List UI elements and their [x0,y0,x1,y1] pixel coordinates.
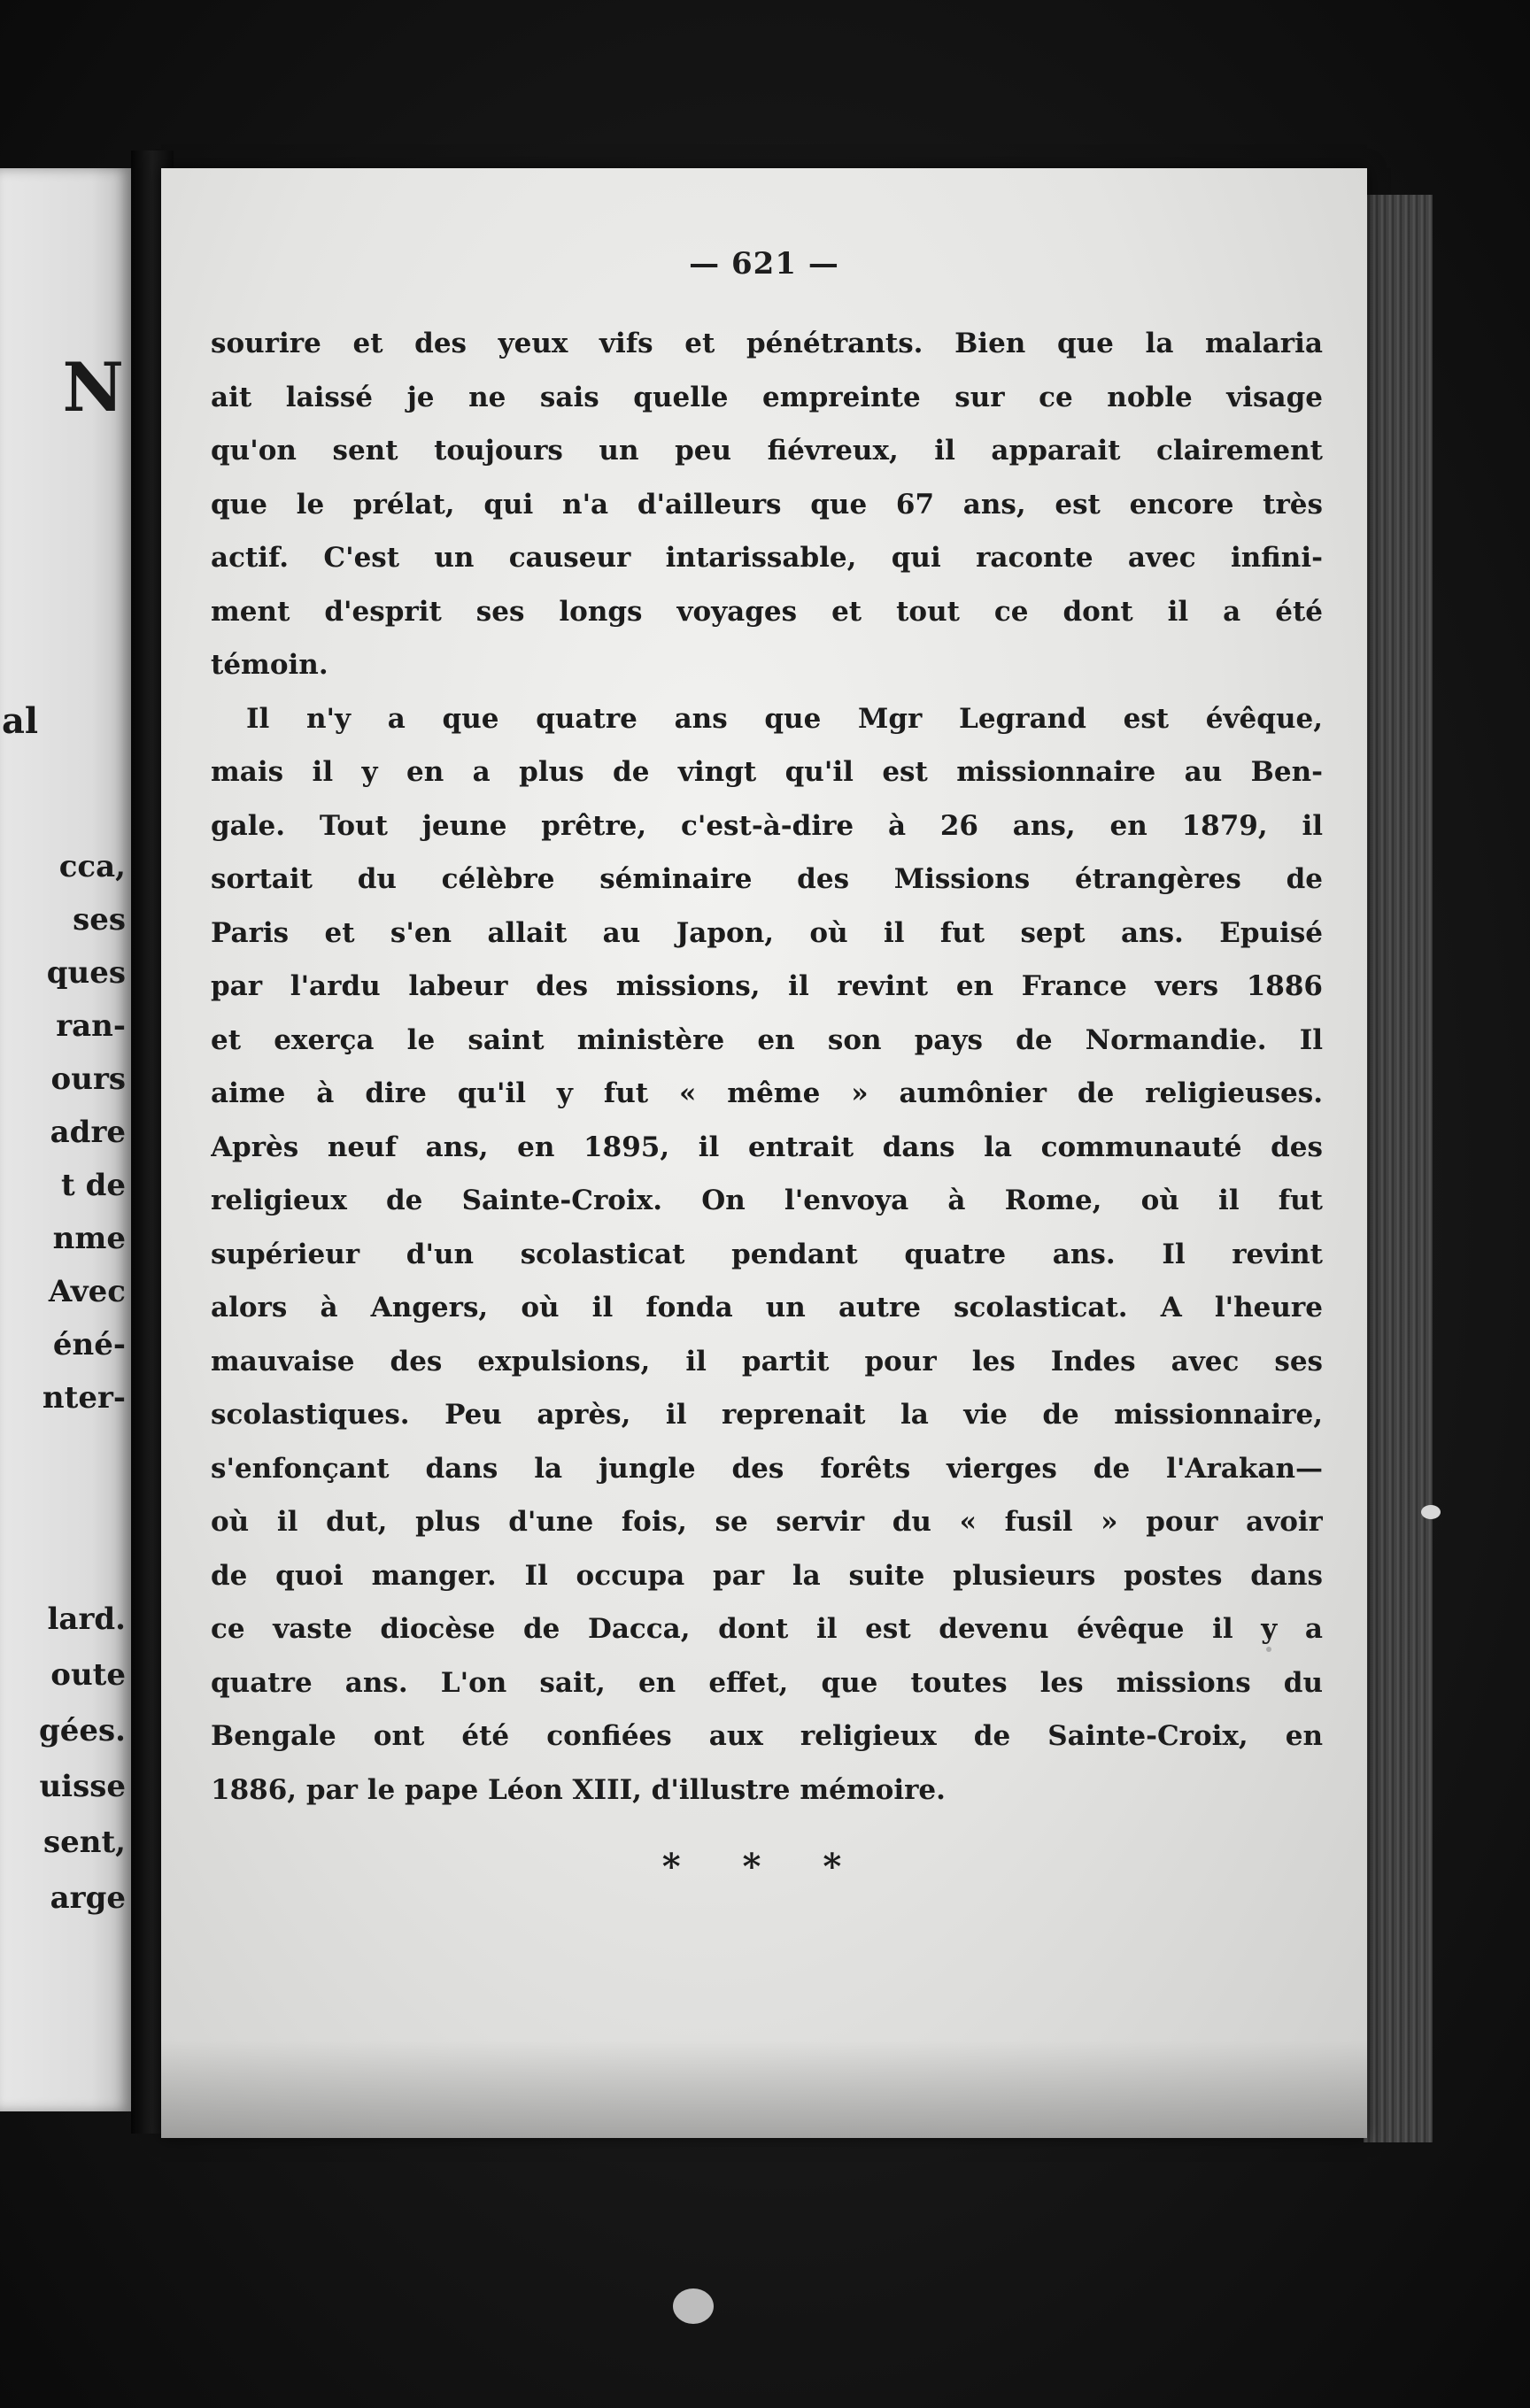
text-line: ait laissé je ne sais quelle empreinte sur ce noble visage [211,381,1323,413]
text-line: Bengale ont été confiées aux religieux de Sainte-Croix, en [211,1720,1323,1752]
text-line: gale. Tout jeune prêtre, c'est-à-dire à 26 ans, en 1879, il [211,809,1323,842]
left-page-text: oute [50,1657,126,1693]
left-page-text: t de [61,1168,126,1203]
text-line: ment d'esprit ses longs voyages et tout ce dont il a été [211,595,1323,628]
text-line: Après neuf ans, en 1895, il entrait dans la communauté des [211,1131,1323,1163]
text-line: ce vaste diocèse de Dacca, dont il est devenu évêque il y a [211,1613,1323,1645]
dust-speck [1421,1505,1441,1519]
book-page [161,168,1367,2138]
left-page-text: ran- [56,1008,126,1044]
text-line: Paris et s'en allait au Japon, où il fut sept ans. Epuisé [211,916,1323,949]
left-page-text: nme [52,1221,126,1256]
page-number: — 621 — [689,246,839,282]
text-line: actif. C'est un causeur intarissable, qui raconte avec infini- [211,542,1323,574]
left-page-text: sent, [42,1825,126,1860]
text-line: témoin. [211,649,328,681]
text-line: alors à Angers, où il fonda un autre scolasticat. A l'heure [211,1292,1323,1324]
text-line: que le prélat, qui n'a d'ailleurs que 67 ans, est encore très [211,488,1323,521]
left-page-text: Avec [48,1274,126,1309]
left-page-fragment [0,168,131,2111]
text-line: quatre ans. L'on sait, en effet, que toutes les missions du [211,1666,1323,1699]
text-line: où il dut, plus d'une fois, se servir du « fusil » pour avoir [211,1506,1323,1538]
body-text [211,317,1323,1817]
text-line: par l'ardu labeur des missions, il revint en France vers 1886 [211,970,1323,1002]
text-line: Il n'y a que quatre ans que Mgr Legrand est évêque, [246,702,1323,735]
left-page-text: adre [50,1115,126,1150]
left-page-text: ques [46,955,126,991]
text-line: religieux de Sainte-Croix. On l'envoya à Rome, où il fut [211,1185,1323,1216]
left-page-text: lard. [47,1601,126,1637]
left-page-text: nter- [42,1380,126,1416]
left-page-text: al [2,700,39,742]
text-line: sortait du célèbre séminaire des Missions étrangères de [211,863,1323,895]
left-page-text: ours [50,1061,126,1097]
page-edges [1364,195,1433,2142]
text-line: mauvaise des expulsions, il partit pour les Indes avec ses [211,1345,1323,1378]
left-page-text: N [62,348,124,427]
text-line: s'enfonçant dans la jungle des forêts vierges de l'Arakan— [211,1452,1323,1485]
page-bottom-shadow [161,2041,1367,2138]
left-page-text: arge [50,1880,126,1916]
text-line: qu'on sent toujours un peu fiévreux, il apparait clairement [211,435,1323,467]
left-page-text: ses [73,902,126,938]
left-page-text: gées. [38,1713,126,1748]
dust-speck [673,2288,714,2324]
text-line: de quoi manger. Il occupa par la suite plusieurs postes dans [211,1559,1323,1592]
text-line: et exerça le saint ministère en son pays de Normandie. Il [211,1023,1323,1056]
text-line: supérieur d'un scolasticat pendant quatre ans. Il revint [211,1238,1323,1270]
left-page-text: uisse [39,1769,126,1804]
text-line: mais il y en a plus de vingt qu'il est missionnaire au Ben- [211,756,1323,788]
section-separator: * * * [661,1846,867,1887]
left-page-text: cca, [58,849,126,884]
dust-speck [1266,1647,1271,1652]
text-line: aime à dire qu'il y fut « même » aumônier de religieuses. [211,1077,1323,1109]
text-line: 1886, par le pape Léon XIII, d'illustre mémoire. [211,1773,946,1806]
left-page-text: éné- [52,1327,126,1362]
text-line: scolastiques. Peu après, il reprenait la vie de missionnaire, [211,1399,1323,1431]
text-line: sourire et des yeux vifs et pénétrants. Bien que la malaria [211,328,1323,359]
